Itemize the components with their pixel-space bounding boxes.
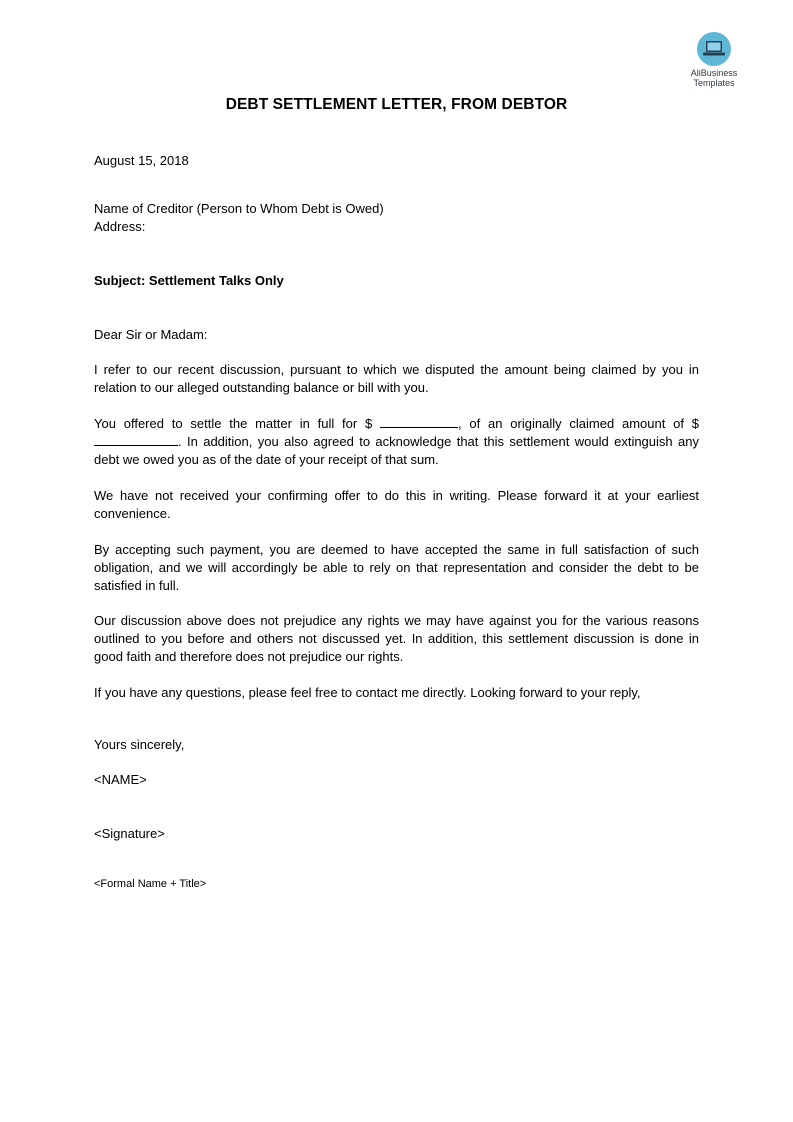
recipient-address: Address: <box>94 219 146 234</box>
valediction: Yours sincerely, <box>94 737 185 752</box>
paragraph-2-part-c: . In addition, you also agreed to acknowledge that this settlement would extinguish any debt we owed you as of the date of your receipt of that sum. <box>94 434 699 467</box>
paragraph-5: Our discussion above does not prejudice any rights we may have against you for the various reasons outlined to you before and others not discussed yet. In addition, this settlement discussion is done in good faith and therefore does not prejudice our rights. <box>94 613 699 664</box>
paragraph-4: By accepting such payment, you are deemed to have accepted the same in full satisfaction of such obligation, and we will accordingly be able to rely on that representation and consider the debt to be satisfied in full. <box>94 542 699 593</box>
brand-name-line1: AliBusiness <box>690 68 738 78</box>
document-title: DEBT SETTLEMENT LETTER, FROM DEBTOR <box>225 96 568 113</box>
brand-logo <box>678 32 750 88</box>
paragraph-3: We have not received your confirming offer to do this in writing. Please forward it at your earliest convenience. <box>94 488 699 521</box>
paragraph-6: If you have any questions, please feel free to contact me directly. Looking forward to your reply, <box>94 685 641 700</box>
subject-line: Subject: Settlement Talks Only <box>94 273 284 288</box>
salutation: Dear Sir or Madam: <box>94 327 208 342</box>
laptop-icon <box>697 32 731 66</box>
signer-name: <NAME> <box>94 772 147 787</box>
paragraph-1: I refer to our recent discussion, pursuant to which we disputed the amount being claimed by you in relation to our alleged outstanding balance or bill with you. <box>94 362 699 395</box>
paragraph-2-part-b: , of an originally claimed amount of $ <box>458 416 699 431</box>
formal-name-title: <Formal Name + Title> <box>94 878 207 890</box>
offer-amount-blank <box>380 416 458 428</box>
signature-placeholder: <Signature> <box>94 826 165 841</box>
recipient-name: Name of Creditor (Person to Whom Debt is Owed) <box>94 201 384 216</box>
letter-date: August 15, 2018 <box>94 153 189 168</box>
paragraph-2 <box>94 415 699 469</box>
claimed-amount-blank <box>94 434 178 446</box>
brand-name-line2: Templates <box>693 78 735 88</box>
paragraph-2-part-a: You offered to settle the matter in full for $ <box>94 416 373 431</box>
